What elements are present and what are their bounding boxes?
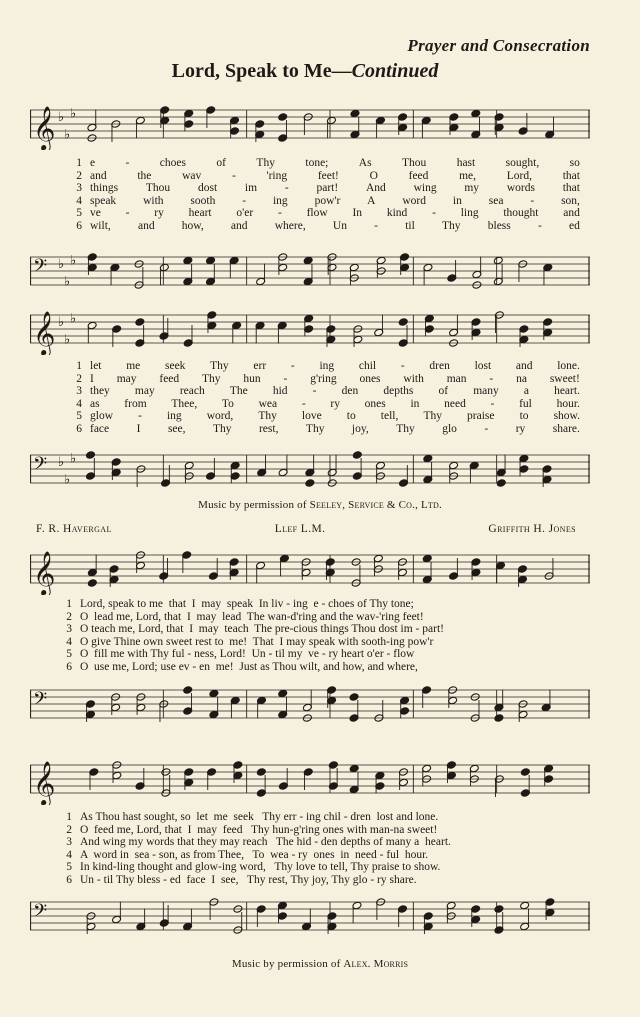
credit-1-prefix: Music by permission of	[198, 499, 307, 511]
treble-clef-icon: 𝄞	[33, 761, 56, 805]
lyric-syllable: tell,	[380, 410, 399, 422]
lyric-syllable: ones	[364, 397, 386, 410]
note-head	[471, 109, 481, 118]
lyric-syllable: 'ring	[266, 169, 288, 182]
verse-line	[60, 157, 580, 170]
verse-number: 6	[76, 219, 82, 232]
lyric-syllable: ful	[519, 397, 532, 410]
verse-text: A word in sea - son, as from Thee, To wea - ry ones in need - ful hour.	[80, 848, 429, 861]
verse-text: O give Thine own sweet rest to me! That I may speak with sooth-ing pow'r	[80, 635, 434, 648]
lyric-syllable: in	[410, 397, 420, 410]
lyric-syllable: -	[277, 207, 282, 219]
verse-words	[90, 385, 580, 398]
note-head	[328, 761, 338, 770]
verse-line	[50, 648, 590, 661]
lyric-syllable: a	[523, 385, 529, 397]
verse-words	[90, 360, 580, 373]
lyric-syllable: that	[562, 169, 580, 182]
note-head	[520, 901, 530, 910]
verse-line	[60, 385, 580, 398]
treble-clef-icon: 𝄞	[33, 106, 56, 150]
treble-staff-upper-2	[30, 305, 590, 355]
note-head	[494, 905, 504, 914]
note-head	[494, 714, 504, 723]
lyric-syllable: rest,	[258, 422, 279, 435]
lyric-syllable: Thy	[210, 360, 229, 372]
lyric-syllable: -	[242, 194, 247, 207]
flat-icon: ♭	[64, 274, 71, 290]
verse-words	[90, 373, 580, 386]
lyric-syllable: share.	[552, 422, 580, 435]
lyric-syllable: hid	[272, 385, 288, 397]
lyric-syllable: feed	[408, 169, 429, 182]
verse-words	[90, 207, 580, 220]
lyric-syllable: choes	[159, 157, 186, 169]
lyric-syllable: dost	[197, 182, 218, 194]
lyric-syllable: son,	[561, 194, 580, 207]
flat-icon: ♭	[64, 472, 71, 488]
note-head	[86, 451, 96, 460]
verse-words	[90, 157, 580, 170]
note-head	[423, 454, 433, 463]
verse-text: Lord, speak to me that I may speak In liv - ing e - choes of Thy tone;	[80, 598, 414, 610]
verse-number: 1	[76, 360, 82, 372]
lyric-syllable: and	[563, 207, 580, 219]
lyric-syllable: with	[403, 372, 424, 385]
verse-number: 4	[66, 635, 72, 648]
note-head	[520, 768, 530, 777]
lyric-syllable: -	[125, 207, 130, 219]
lyric-syllable: speak	[90, 194, 117, 207]
lyric-syllable: man	[446, 372, 467, 385]
lyric-syllable: -	[490, 397, 495, 410]
verse-text: O feed me, Lord, that I may feed Thy hun-g'ring ones with man-na sweet!	[80, 823, 438, 836]
credit-2-name: Alex. Morris	[343, 958, 409, 970]
verse-line	[50, 874, 590, 887]
lyric-syllable: -	[374, 219, 379, 232]
lyric-syllable: -	[284, 182, 289, 194]
lyric-syllable: and	[230, 219, 248, 232]
lyric-syllable: feed	[159, 372, 180, 385]
verse-text: Un - til Thy bless - ed face I see, Thy rest, Thy joy, Thy glo - ry share.	[80, 873, 417, 886]
lyric-syllable: me	[126, 360, 141, 372]
lyric-syllable: and	[137, 219, 155, 232]
verse-number: 3	[66, 836, 72, 848]
lyric-syllable: word,	[206, 410, 234, 422]
lyric-syllable: O	[369, 169, 378, 182]
note-head	[278, 689, 288, 698]
lyric-syllable: dren	[429, 360, 450, 372]
lyric-syllable: Thy	[258, 410, 277, 422]
verse-text: And wing my words that they may reach The hid - den depths of many a heart.	[80, 836, 451, 848]
music-credit-2	[0, 958, 640, 970]
lyric-syllable: ry	[330, 397, 340, 410]
lyric-syllable: -	[290, 360, 295, 372]
lyric-syllable: chil	[358, 360, 377, 372]
bass-staff-lower-2	[30, 892, 590, 942]
lyric-syllable: feet!	[317, 169, 339, 182]
lyric-syllable: so	[569, 157, 580, 169]
lyric-syllable: ry	[515, 422, 526, 435]
lyric-syllable: love	[301, 410, 322, 422]
flat-icon: ♭	[70, 311, 77, 327]
lyric-syllable: of	[216, 157, 226, 169]
lyric-syllable: As	[358, 157, 372, 169]
lyric-syllable: heart	[188, 207, 212, 219]
bass-staff-upper-2	[30, 445, 590, 495]
lyric-syllable: -	[231, 169, 236, 182]
verse-words	[90, 410, 580, 423]
composer: Griffith H. Jones	[488, 523, 576, 535]
lyric-syllable: ing	[319, 360, 335, 372]
credit-1-name: Seeley, Service & Co., Ltd.	[309, 499, 442, 511]
lyric-syllable: thought	[503, 207, 539, 219]
verse-number: 5	[66, 648, 72, 660]
lyric-syllable: -	[138, 410, 142, 422]
verse-words	[90, 170, 580, 183]
note-head	[422, 554, 432, 563]
lyric-syllable: To	[221, 397, 234, 410]
lyric-syllable: wea	[258, 397, 278, 410]
lyric-syllable: -	[125, 157, 130, 169]
lyric-syllable: seek	[165, 360, 186, 372]
lyric-syllable: reach	[179, 385, 205, 397]
verse-words	[90, 423, 580, 436]
author: F. R. Havergal	[36, 523, 112, 535]
verse-line	[50, 661, 590, 674]
lyric-syllable: show.	[553, 410, 580, 422]
lyric-syllable: ones	[359, 372, 381, 385]
verse-line	[60, 170, 580, 183]
verse-line	[60, 360, 580, 373]
lyric-syllable: Thee,	[171, 397, 198, 410]
note-head	[87, 579, 97, 588]
lyric-syllable: hun	[243, 372, 261, 385]
lyric-syllable: ry	[154, 207, 164, 219]
lyric-syllable: im	[244, 182, 258, 194]
lyric-syllable: and	[515, 360, 533, 372]
note-head	[278, 113, 288, 122]
verse-words	[90, 195, 580, 208]
lyric-syllable: sooth	[190, 194, 216, 207]
lyric-syllable: need	[444, 397, 466, 410]
verse-words	[90, 398, 580, 411]
verse-number: 5	[76, 207, 82, 219]
lyric-syllable: g'ring	[310, 372, 337, 385]
credit-2-prefix: Music by permission of	[231, 958, 341, 970]
note-head	[352, 451, 362, 460]
flat-icon: ♭	[64, 332, 71, 348]
lyric-syllable: Thy	[442, 219, 461, 232]
lyric-syllable: pow'r	[314, 194, 341, 207]
lyric-syllable: Thou	[145, 182, 171, 194]
bass-clef-icon: 𝄢	[33, 454, 48, 479]
lyric-syllable: things	[90, 182, 119, 194]
verse-number: 1	[66, 598, 72, 610]
verse-text: O lead me, Lord, that I may lead The wan-d'ring and the wav-'ring feet!	[80, 610, 424, 623]
note-head	[256, 768, 266, 777]
lyric-syllable: from	[124, 397, 147, 410]
lyric-syllable: tone;	[305, 157, 329, 169]
bass-staff-upper-1	[30, 247, 590, 297]
lyric-syllable: bless	[487, 219, 511, 232]
lyric-syllable: of	[438, 385, 449, 397]
verse-line	[50, 836, 590, 849]
note-head	[183, 686, 193, 695]
hymn-attribution	[36, 523, 576, 535]
verse-line	[50, 636, 590, 649]
verse-text: O use me, Lord; use ev - en me! Just as Thou wilt, and how, and where,	[80, 660, 418, 673]
verse-line	[50, 824, 590, 837]
hymn-title-continued: Continued	[351, 60, 439, 82]
verse-block-lower-1	[50, 598, 590, 673]
lyric-syllable: -	[537, 219, 542, 232]
verse-number: 4	[66, 848, 72, 861]
flat-icon: ♭	[70, 451, 77, 467]
hymn-title	[0, 60, 640, 83]
lyric-syllable: joy,	[351, 422, 369, 435]
note-head	[349, 693, 359, 702]
verse-line	[50, 623, 590, 636]
verse-line	[50, 598, 590, 611]
verse-text: As Thou hast sought, so let me seek Thy err - ing chil - dren lost and lone.	[80, 811, 439, 823]
verse-number: 6	[76, 422, 82, 435]
note-head	[349, 764, 359, 773]
lyric-syllable: Thy	[423, 410, 442, 422]
treble-clef-icon: 𝄞	[33, 311, 56, 355]
note-head	[183, 256, 193, 265]
verse-number: 1	[76, 157, 82, 169]
hymn-title-dash: —	[331, 60, 352, 82]
verse-number: 4	[76, 194, 82, 207]
lyric-syllable: ed	[569, 219, 580, 232]
verse-text: In kind-ling thought and glow-ing word, Thy love to tell, Thy praise to show.	[80, 861, 441, 873]
tune-name: Llef L.M.	[274, 523, 326, 535]
treble-staff-lower-1	[30, 545, 590, 595]
lyric-syllable: let	[90, 360, 102, 372]
verse-number: 6	[66, 873, 72, 886]
lyric-syllable: how,	[181, 219, 204, 232]
lyric-syllable: the	[137, 169, 152, 182]
verse-line	[50, 811, 590, 824]
verse-block-upper-1	[60, 157, 580, 232]
note-head	[493, 256, 503, 265]
lyric-syllable: den	[341, 385, 359, 397]
lyric-syllable: lone.	[557, 360, 580, 372]
lyric-syllable: depths	[383, 385, 414, 397]
verse-number: 3	[76, 385, 82, 397]
lyric-syllable: -	[301, 397, 306, 410]
lyric-syllable: where,	[274, 219, 306, 232]
flat-icon: ♭	[58, 315, 65, 330]
lyric-syllable: glow	[90, 410, 113, 422]
lyric-syllable: Thy	[212, 422, 232, 435]
lyric-syllable: -	[400, 360, 405, 372]
verse-block-upper-2	[60, 360, 580, 435]
lyric-syllable: hast	[456, 157, 476, 169]
verse-line	[60, 220, 580, 233]
verse-line	[60, 207, 580, 220]
lyric-syllable: ing	[166, 410, 182, 422]
lyric-syllable: heart.	[554, 385, 580, 397]
lyric-syllable: e	[90, 157, 96, 169]
treble-clef-icon: 𝄞	[33, 551, 56, 595]
lyric-syllable: lost	[474, 360, 492, 372]
verse-line	[60, 423, 580, 436]
lyric-syllable: and	[90, 169, 107, 182]
lyric-syllable: part!	[316, 182, 339, 194]
verse-number: 2	[66, 610, 72, 623]
verse-line	[50, 611, 590, 624]
note-head	[303, 256, 313, 265]
lyric-syllable: -	[484, 422, 489, 435]
lyric-syllable: as	[90, 397, 100, 410]
verse-number: 2	[66, 823, 72, 836]
lyric-syllable: -	[432, 207, 436, 219]
verse-number: 5	[66, 861, 72, 873]
verse-number: 4	[76, 397, 82, 410]
lyric-syllable: me,	[459, 169, 477, 182]
lyric-syllable: I	[90, 372, 94, 385]
lyric-syllable: words	[506, 182, 535, 194]
bass-clef-icon: 𝄢	[33, 901, 48, 926]
lyric-syllable: sweet!	[549, 372, 580, 385]
note-head	[209, 689, 219, 698]
bass-clef-icon: 𝄢	[33, 256, 48, 281]
flat-icon: ♭	[70, 106, 77, 122]
lyric-syllable: -	[312, 385, 317, 397]
lyric-syllable: wing	[413, 182, 437, 194]
lyric-syllable: na	[516, 372, 527, 385]
flat-icon: ♭	[58, 455, 65, 470]
lyric-syllable: my	[464, 182, 480, 194]
lyric-syllable: many	[473, 385, 499, 397]
lyric-syllable: they	[90, 385, 110, 397]
verse-number: 2	[76, 372, 82, 385]
verse-line	[50, 861, 590, 874]
lyric-syllable: sea	[488, 194, 504, 207]
lyric-syllable: Thy	[305, 422, 325, 435]
lyric-syllable: that	[562, 182, 580, 194]
flat-icon: ♭	[58, 110, 65, 125]
bass-staff-lower-1	[30, 680, 590, 730]
verse-text: O fill me with Thy ful - ness, Lord! Un - til my ve - ry heart o'er - flow	[80, 648, 415, 660]
lyric-syllable: Thy	[202, 372, 221, 385]
verse-number: 1	[66, 811, 72, 823]
lyric-syllable: -	[283, 372, 288, 385]
flat-icon: ♭	[70, 253, 77, 269]
note-head	[206, 256, 216, 265]
verse-number: 3	[66, 623, 72, 635]
verse-line	[60, 195, 580, 208]
treble-staff-lower-2	[30, 755, 590, 805]
lyric-syllable: word	[402, 194, 427, 207]
note-head	[398, 318, 408, 327]
verse-number: 6	[66, 660, 72, 673]
verse-line	[50, 849, 590, 862]
lyric-syllable: kind	[386, 207, 408, 219]
note-head	[305, 479, 315, 488]
flat-icon: ♭	[64, 127, 71, 143]
lyric-syllable: The	[229, 385, 248, 397]
section-header: Prayer and Consecration	[407, 36, 590, 55]
lyric-syllable: praise	[467, 410, 495, 422]
lyric-syllable: -	[489, 372, 494, 385]
lyric-syllable: wav	[182, 169, 202, 182]
verse-number: 2	[76, 169, 82, 182]
lyric-syllable: sought,	[505, 157, 540, 169]
lyric-syllable: And	[365, 182, 386, 194]
note-head	[135, 318, 145, 327]
treble-staff-upper-1	[30, 100, 590, 150]
hymn-title-main: Lord, Speak to Me	[171, 60, 332, 82]
lyric-syllable: face	[90, 422, 110, 435]
verse-line	[60, 373, 580, 386]
verse-line	[60, 410, 580, 423]
lyric-syllable: wilt,	[90, 219, 111, 232]
lyric-syllable: A	[367, 194, 376, 207]
verse-line	[60, 398, 580, 411]
lyric-syllable: Thy	[396, 422, 415, 435]
lyric-syllable: Un	[332, 219, 347, 232]
verse-words	[90, 182, 580, 195]
lyric-syllable: Lord,	[506, 169, 532, 182]
lyric-syllable: in	[452, 194, 462, 207]
verse-number: 3	[76, 182, 82, 194]
verse-number: 5	[76, 410, 82, 422]
lyric-syllable: flow	[306, 207, 328, 219]
lyric-syllable: to	[519, 410, 529, 422]
lyric-syllable: In	[352, 207, 363, 219]
lyric-syllable: ing	[272, 194, 288, 207]
note-head	[496, 479, 506, 488]
lyric-syllable: see,	[167, 422, 186, 435]
lyric-syllable: ling	[460, 207, 479, 219]
lyric-syllable: -	[530, 194, 535, 207]
lyric-syllable: to	[346, 410, 356, 422]
lyric-syllable: err	[253, 360, 267, 372]
verse-block-lower-2	[50, 811, 590, 886]
lyric-syllable: Thou	[402, 157, 427, 169]
verse-text: O teach me, Lord, that I may teach The pre-cious things Thou dost im - part!	[80, 623, 444, 635]
music-credit-1	[0, 499, 640, 511]
flat-icon: ♭	[58, 257, 65, 272]
verse-words	[90, 220, 580, 233]
lyric-syllable: o'er	[236, 207, 254, 219]
lyric-syllable: glo	[442, 422, 457, 435]
lyric-syllable: may	[116, 372, 137, 385]
lyric-syllable: I	[136, 422, 141, 435]
verse-line	[60, 182, 580, 195]
bass-clef-icon: 𝄢	[33, 689, 48, 714]
lyric-syllable: hour.	[556, 397, 580, 410]
lyric-syllable: til	[405, 219, 415, 232]
lyric-syllable: Thy	[256, 157, 275, 169]
lyric-syllable: ve	[90, 207, 101, 219]
note-head	[350, 109, 360, 118]
lyric-syllable: may	[134, 385, 155, 397]
lyric-syllable: with	[143, 194, 164, 207]
